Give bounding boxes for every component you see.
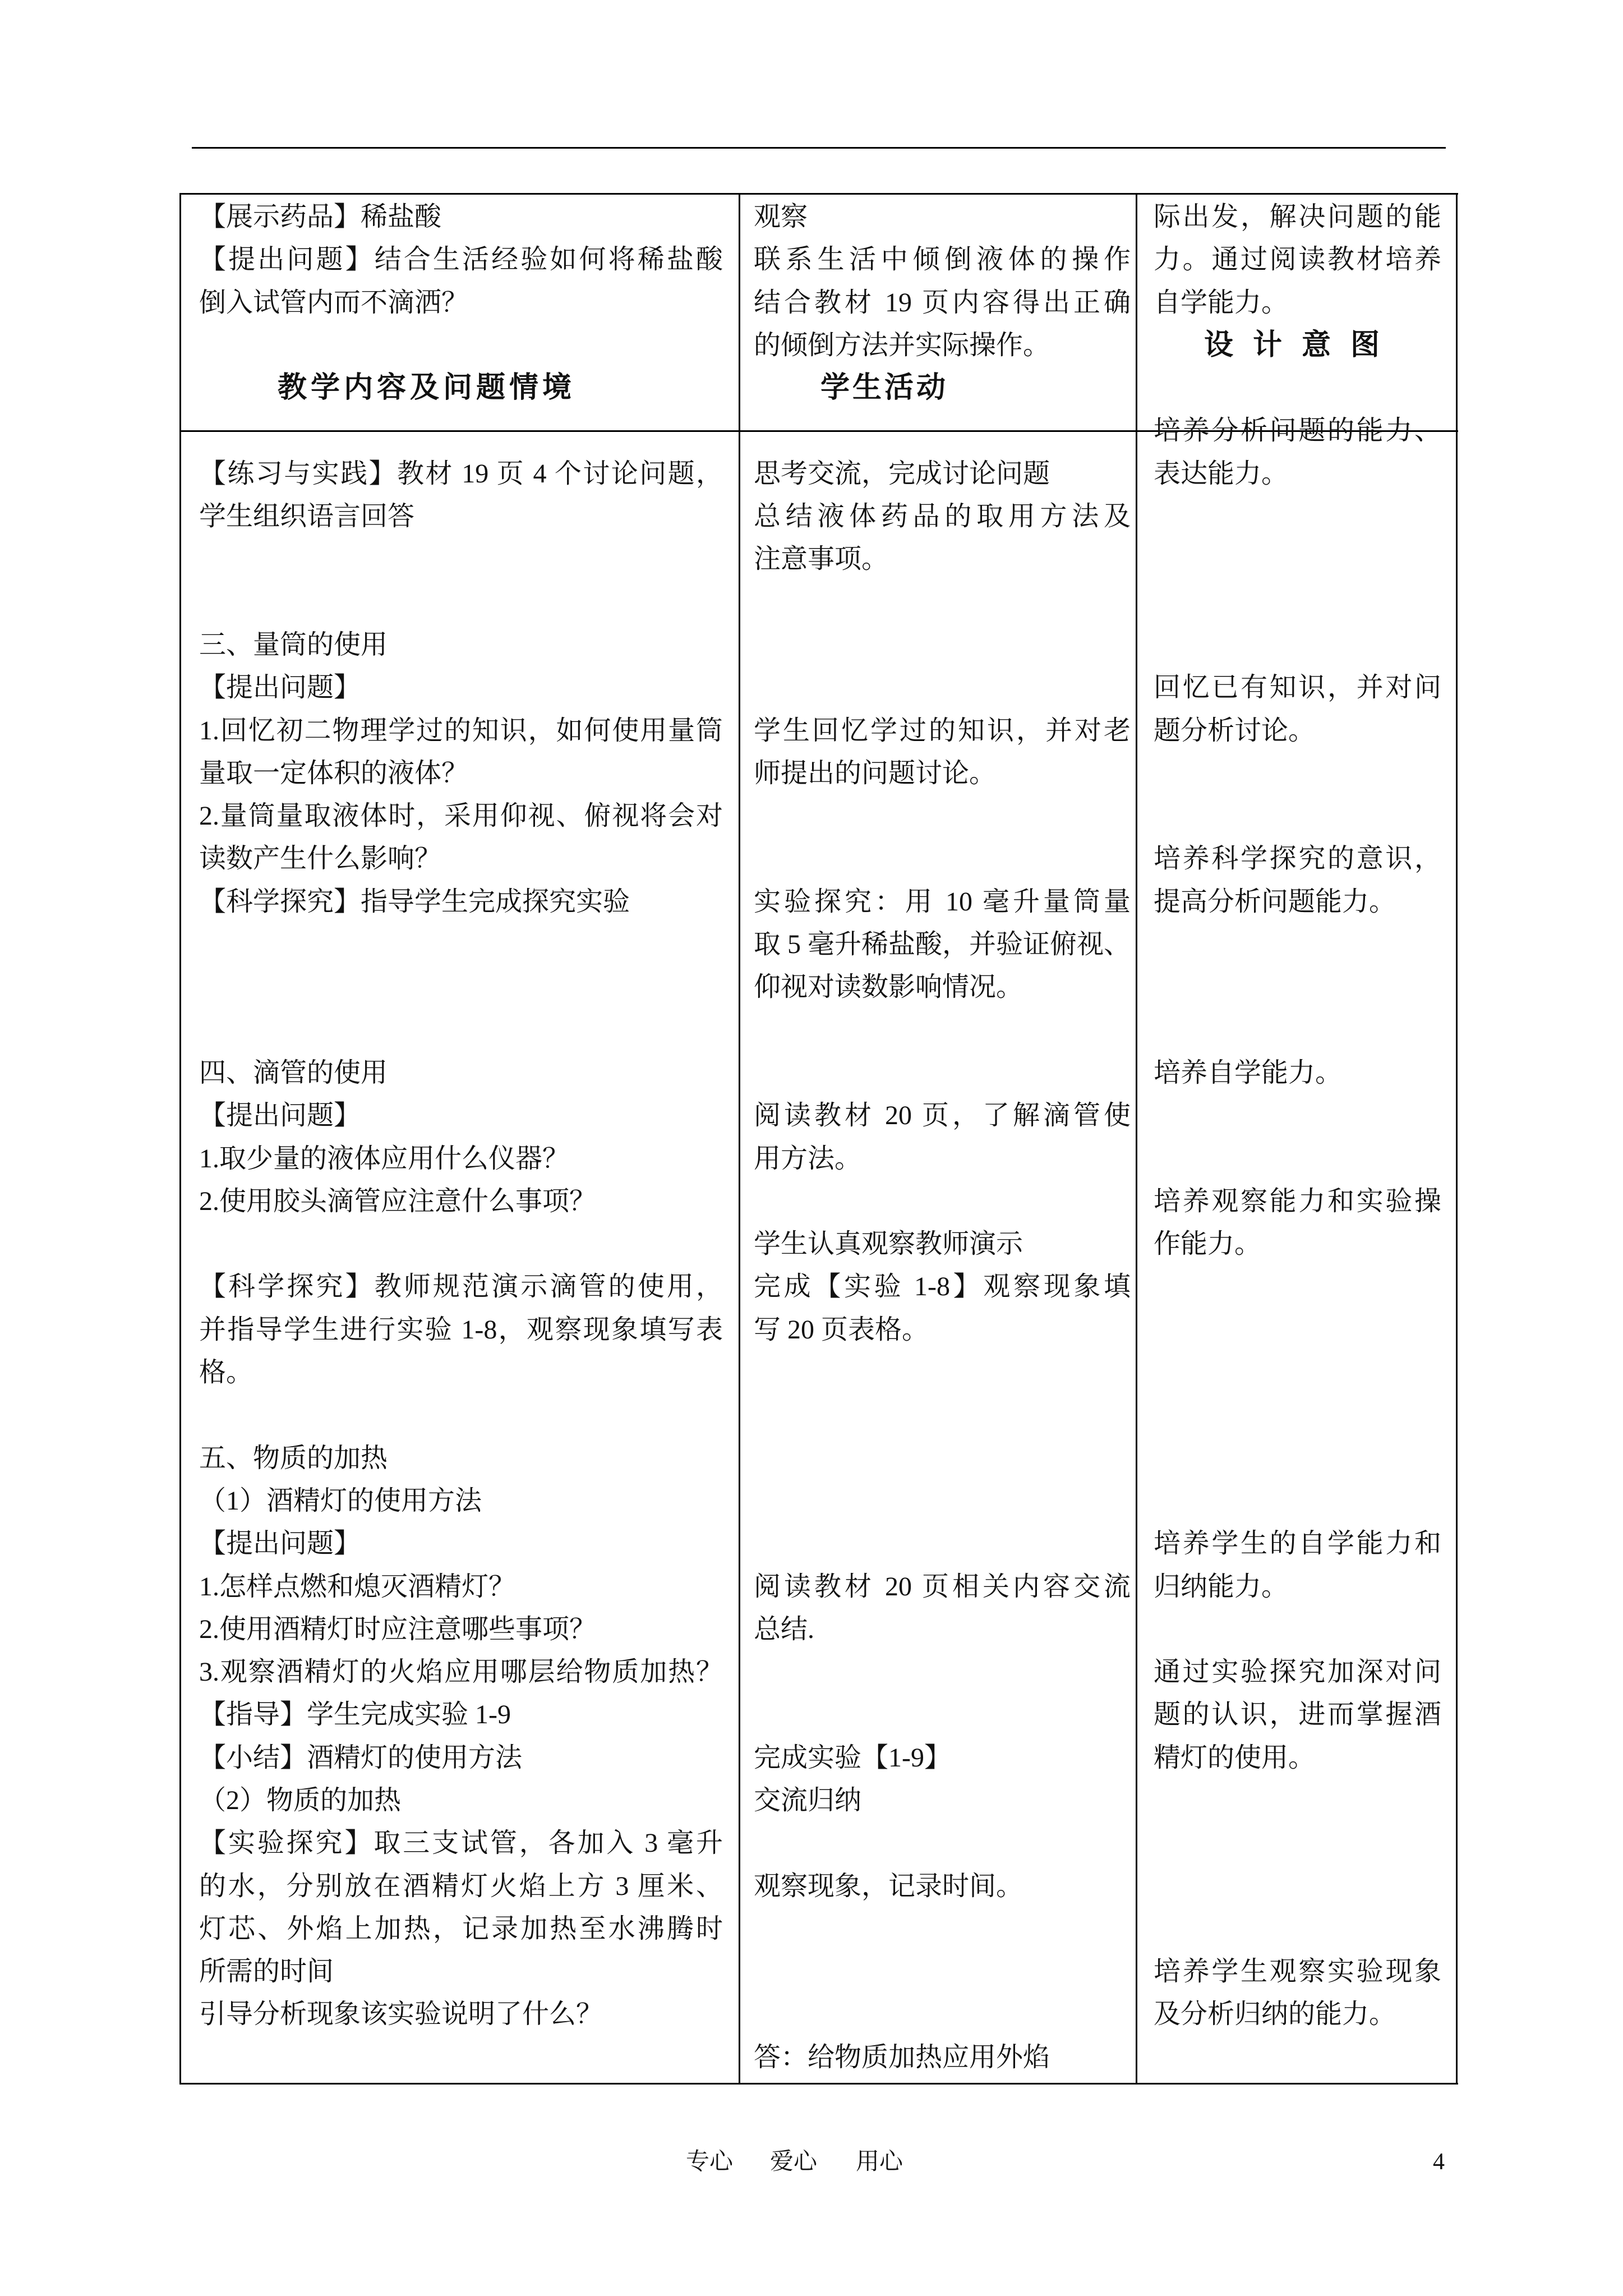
student-activity-column: [754, 196, 1131, 2079]
student-activity-line: 的倾倒方法并实际操作。: [754, 330, 1050, 360]
teaching-content-line: 格。: [199, 1358, 253, 1388]
teaching-content-line: 并指导学生进行实验 1-8，观察现象填写表: [199, 1314, 723, 1345]
table-column-divider: [739, 193, 740, 2085]
teaching-content-line: 读数产生什么影响？: [199, 844, 442, 874]
design-intent-line: 培养学生观察实验现象: [1154, 1957, 1441, 1987]
table-border-bottom: [180, 2083, 1458, 2085]
teaching-content-line: 【提出问题】: [199, 673, 361, 703]
teaching-content-line: 【科学探究】指导学生完成探究实验: [199, 886, 630, 917]
teaching-content-column: [199, 196, 723, 2079]
teaching-content-line: 2.量筒量取液体时，采用仰视、俯视将会对: [199, 801, 723, 831]
teaching-content-line: 1.怎样点燃和熄灭酒精灯？: [199, 1571, 516, 1602]
design-intent-line: 培养分析问题的能力、: [1154, 416, 1441, 446]
student-activity-line: 观察: [754, 202, 808, 232]
student-activity-line: 取 5 毫升稀盐酸，并验证俯视、: [754, 930, 1131, 960]
design-intent-line: 及分析归纳的能力。: [1154, 1999, 1396, 2030]
teaching-content-line: 引导分析现象该实验说明了什么？: [199, 1999, 603, 2030]
table-border-right: [1456, 193, 1458, 2085]
student-activity-line: 阅读教材 20 页相关内容交流: [754, 1571, 1131, 1602]
teaching-content-line: 学生组织语言回答: [199, 501, 415, 532]
page-header-rule: [192, 147, 1446, 149]
student-activity-line: 注意事项。: [754, 544, 889, 574]
teaching-content-line: 【提出问题】: [199, 1101, 361, 1131]
design-intent-line: 力。通过阅读教材培养: [1154, 245, 1441, 275]
teaching-content-line: 【小结】酒精灯的使用方法: [199, 1742, 523, 1773]
teaching-content-line: 2.使用酒精灯时应注意哪些事项？: [199, 1614, 597, 1644]
student-activity-line: 观察现象，记录时间。: [754, 1871, 1023, 1901]
teaching-content-line: （2）物质的加热: [199, 1785, 402, 1815]
student-activity-line: 总结液体药品的取用方法及: [754, 501, 1131, 532]
design-intent-line: 表达能力。: [1154, 458, 1289, 489]
student-activity-line: 答：给物质加热应用外焰: [754, 2042, 1050, 2072]
teaching-content-header: 教学内容及问题情境: [278, 372, 576, 404]
footer-motto-item: 专心: [686, 2149, 734, 2175]
teaching-content-line: （1）酒精灯的使用方法: [199, 1485, 482, 1516]
table-column-divider: [1136, 193, 1137, 2085]
teaching-content-line: 1.取少量的液体应用什么仪器？: [199, 1143, 570, 1174]
student-activity-line: 实验探究：用 10 毫升量筒量: [754, 886, 1131, 917]
teaching-content-line: 3.观察酒精灯的火焰应用哪层给物质加热？: [199, 1657, 723, 1687]
design-intent-line: 培养观察能力和实验操: [1154, 1186, 1441, 1216]
design-intent-line: 际出发，解决问题的能: [1154, 202, 1441, 232]
teaching-content-line: 【提出问题】: [199, 1529, 361, 1559]
teaching-content-line: 【提出问题】结合生活经验如何将稀盐酸: [199, 245, 723, 275]
teaching-content-line: 1.回忆初二物理学过的知识，如何使用量筒: [199, 715, 723, 746]
design-intent-line: 培养科学探究的意识，: [1154, 844, 1441, 874]
student-activity-line: 仰视对读数影响情况。: [754, 972, 1023, 1002]
teaching-content-line: 倒入试管内而不滴洒？: [199, 287, 469, 318]
student-activity-line: 学生认真观察教师演示: [754, 1229, 1023, 1259]
teaching-content-line: 【展示药品】稀盐酸: [199, 202, 442, 232]
student-activity-header: 学生活动: [820, 372, 949, 404]
teaching-content-line: 量取一定体积的液体？: [199, 758, 469, 788]
student-activity-line: 学生回忆学过的知识，并对老: [754, 715, 1131, 746]
student-activity-line: 结合教材 19 页内容得出正确: [754, 287, 1131, 318]
design-intent-line: 培养自学能力。: [1154, 1057, 1343, 1088]
design-intent-line: 精灯的使用。: [1154, 1742, 1316, 1773]
design-intent-column: [1154, 196, 1441, 2079]
design-intent-line: 提高分析问题能力。: [1154, 886, 1396, 917]
teaching-content-line: 2.使用胶头滴管应注意什么事项？: [199, 1186, 597, 1216]
student-activity-line: 联系生活中倾倒液体的操作: [754, 245, 1131, 275]
footer-motto-item: 用心: [856, 2149, 903, 2175]
design-intent-line: 培养学生的自学能力和: [1154, 1529, 1441, 1559]
table-border-left: [179, 193, 181, 2085]
page-number: 4: [1433, 2149, 1445, 2175]
design-intent-line: 归纳能力。: [1154, 1571, 1289, 1602]
teaching-content-line: 【练习与实践】教材 19 页 4 个讨论问题，: [199, 458, 723, 489]
teaching-content-line: 灯芯、外焰上加热，记录加热至水沸腾时: [199, 1913, 723, 1944]
student-activity-line: 写 20 页表格。: [754, 1314, 929, 1345]
design-intent-line: 作能力。: [1154, 1229, 1262, 1259]
student-activity-line: 完成实验【1-9】: [754, 1742, 951, 1773]
section-heading: 四、滴管的使用: [199, 1057, 388, 1088]
student-activity-line: 完成【实验 1-8】观察现象填: [754, 1272, 1131, 1302]
teaching-content-line: 所需的时间: [199, 1957, 334, 1987]
table-border-top: [180, 193, 1458, 195]
teaching-content-line: 【指导】学生完成实验 1-9: [199, 1700, 511, 1730]
section-heading: 三、量筒的使用: [199, 629, 388, 660]
student-activity-line: 总结.: [754, 1614, 815, 1644]
design-intent-line: 题分析讨论。: [1154, 715, 1316, 746]
design-intent-line: 题的认识，进而掌握酒: [1154, 1700, 1441, 1730]
section-heading: 五、物质的加热: [199, 1443, 388, 1473]
student-activity-line: 思考交流，完成讨论问题: [754, 458, 1050, 489]
teaching-content-line: 【科学探究】教师规范演示滴管的使用，: [199, 1272, 723, 1302]
design-intent-header: 设 计 意 图: [1204, 329, 1386, 361]
design-intent-line: 通过实验探究加深对问: [1154, 1657, 1441, 1687]
teaching-content-line: 的水，分别放在酒精灯火焰上方 3 厘米、: [199, 1871, 723, 1901]
student-activity-line: 师提出的问题讨论。: [754, 758, 997, 788]
student-activity-line: 阅读教材 20 页，了解滴管使: [754, 1101, 1131, 1131]
design-intent-line: 回忆已有知识，并对问: [1154, 673, 1441, 703]
student-activity-line: 交流归纳: [754, 1785, 862, 1815]
teaching-content-line: 【实验探究】取三支试管，各加入 3 毫升: [199, 1828, 723, 1858]
footer-motto-item: 爱心: [770, 2149, 818, 2175]
student-activity-line: 用方法。: [754, 1143, 862, 1174]
design-intent-line: 自学能力。: [1154, 287, 1289, 318]
